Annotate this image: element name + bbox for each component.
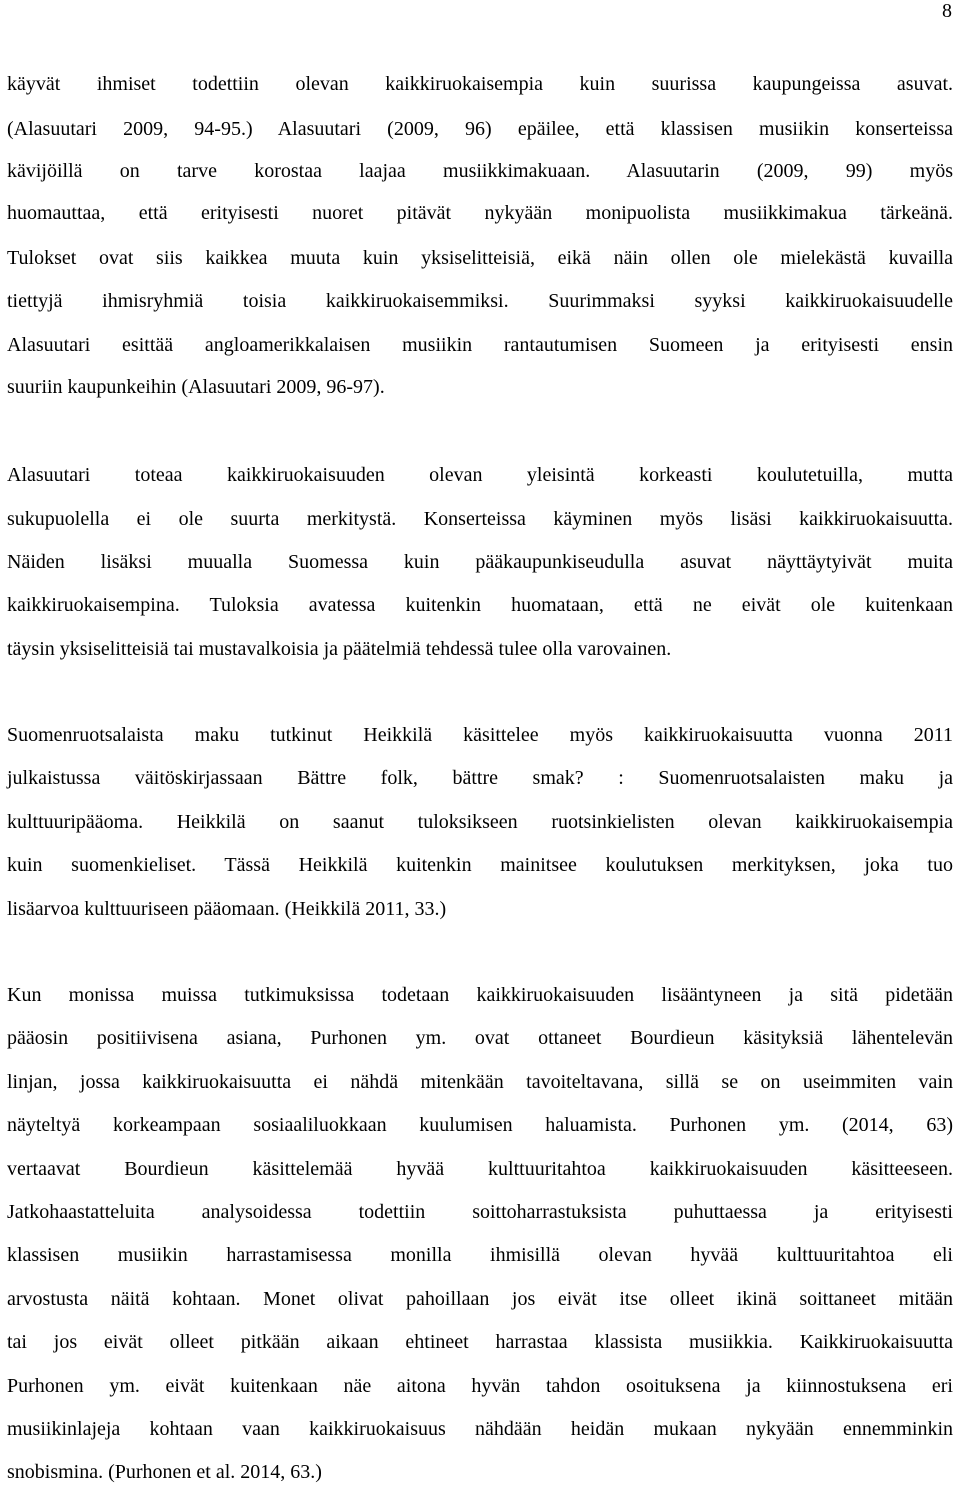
- paragraph-1-line-2: (Alasuutari 2009, 94-95.) Alasuutari (2009, 96) epäilee, että klassisen musiikin konserteissa: [7, 118, 953, 140]
- paragraph-2-line-2: sukupuolella ei ole suurta merkitystä. Konserteissa käyminen myös lisäsi kaikkiruokaisuutta.: [7, 508, 953, 530]
- paragraph-4-line-4: näyteltyä korkeampaan sosiaaliluokkaan kuulumisen haluamista. Purhonen ym. (2014, 63): [7, 1114, 953, 1136]
- paragraph-3-line-2: julkaistussa väitöskirjassaan Bättre folk, bättre smak? : Suomenruotsalaisten maku ja: [7, 767, 953, 789]
- paragraph-1-line-6: tiettyjä ihmisryhmiä toisia kaikkiruokaisemmiksi. Suurimmaksi syyksi kaikkiruokaisuudelle: [7, 290, 953, 312]
- paragraph-3-line-5: lisäarvoa kulttuuriseen pääomaan. (Heikkilä 2011, 33.): [7, 898, 447, 920]
- paragraph-4-line-3: linjan, jossa kaikkiruokaisuutta ei nähdä mitenkään tavoiteltavana, sillä se on useimmiten vain: [7, 1071, 953, 1093]
- paragraph-1-line-7: Alasuutari esittää angloamerikkalaisen musiikin rantautumisen Suomeen ja erityisesti ensin: [7, 334, 953, 356]
- paragraph-2-line-4: kaikkiruokaisempina. Tuloksia avatessa kuitenkin huomataan, että ne eivät ole kuitenkaan: [7, 594, 953, 616]
- paragraph-2-line-1: Alasuutari toteaa kaikkiruokaisuuden olevan yleisintä korkeasti koulutetuilla, mutta: [7, 464, 953, 486]
- paragraph-4-line-1: Kun monissa muissa tutkimuksissa todetaan kaikkiruokaisuuden lisääntyneen ja sitä pidetään: [7, 984, 953, 1006]
- paragraph-4-line-8: arvostusta näitä kohtaan. Monet olivat pahoillaan jos eivät itse olleet ikinä soittaneet mitään: [7, 1288, 953, 1310]
- paragraph-4-line-12: snobismina. (Purhonen et al. 2014, 63.): [7, 1461, 322, 1483]
- paragraph-3-line-4: kuin suomenkieliset. Tässä Heikkilä kuitenkin mainitsee koulutuksen merkityksen, joka tuo: [7, 854, 953, 876]
- paragraph-1-line-3: kävijöillä on tarve korostaa laajaa musiikkimakuaan. Alasuutarin (2009, 99) myös: [7, 160, 953, 182]
- paragraph-4-line-6: Jatkohaastatteluita analysoidessa todettiin soittoharrastuksista puhuttaessa ja erityisesti: [7, 1201, 953, 1223]
- paragraph-2-line-5: täysin yksiselitteisiä tai mustavalkoisia ja päätelmiä tehdessä tulee olla varovainen.: [7, 638, 672, 660]
- paragraph-4-line-7: klassisen musiikin harrastamisessa monilla ihmisillä olevan hyvää kulttuuritahtoa eli: [7, 1244, 953, 1266]
- paragraph-4-line-5: vertaavat Bourdieun käsittelemää hyvää kulttuuritahtoa kaikkiruokaisuuden käsitteeseen.: [7, 1158, 953, 1180]
- paragraph-1-line-8: suuriin kaupunkeihin (Alasuutari 2009, 96-97).: [7, 376, 385, 398]
- paragraph-4-line-2: pääosin positiivisena asiana, Purhonen ym. ovat ottaneet Bourdieun käsityksiä lähentelevän: [7, 1027, 953, 1049]
- page-number: 8: [942, 0, 952, 22]
- paragraph-3-line-3: kulttuuripääoma. Heikkilä on saanut tuloksikseen ruotsinkielisten olevan kaikkiruokaisempia: [7, 811, 953, 833]
- paragraph-2-line-3: Näiden lisäksi muualla Suomessa kuin pääkaupunkiseudulla asuvat näyttäytyivät muita: [7, 551, 953, 573]
- paragraph-4-line-10: Purhonen ym. eivät kuitenkaan näe aitona hyvän tahdon osoituksena ja kiinnostuksena eri: [7, 1375, 953, 1397]
- paragraph-4-line-9: tai jos eivät olleet pitkään aikaan ehtineet harrastaa klassista musiikkia. Kaikkiruokaisuutta: [7, 1331, 953, 1353]
- paragraph-3-line-1: Suomenruotsalaista maku tutkinut Heikkilä käsittelee myös kaikkiruokaisuutta vuonna 2011: [7, 724, 953, 746]
- paragraph-1-line-5: Tulokset ovat siis kaikkea muuta kuin yksiselitteisiä, eikä näin ollen ole mielekästä kuvailla: [7, 247, 953, 269]
- paragraph-4-line-11: musiikinlajeja kohtaan vaan kaikkiruokaisuus nähdään heidän mukaan nykyään ennemminkin: [7, 1418, 953, 1440]
- paragraph-1-line-1: käyvät ihmiset todettiin olevan kaikkiruokaisempia kuin suurissa kaupungeissa asuvat.: [7, 73, 953, 95]
- paragraph-1-line-4: huomauttaa, että erityisesti nuoret pitävät nykyään monipuolista musiikkimakua tärkeänä.: [7, 202, 953, 224]
